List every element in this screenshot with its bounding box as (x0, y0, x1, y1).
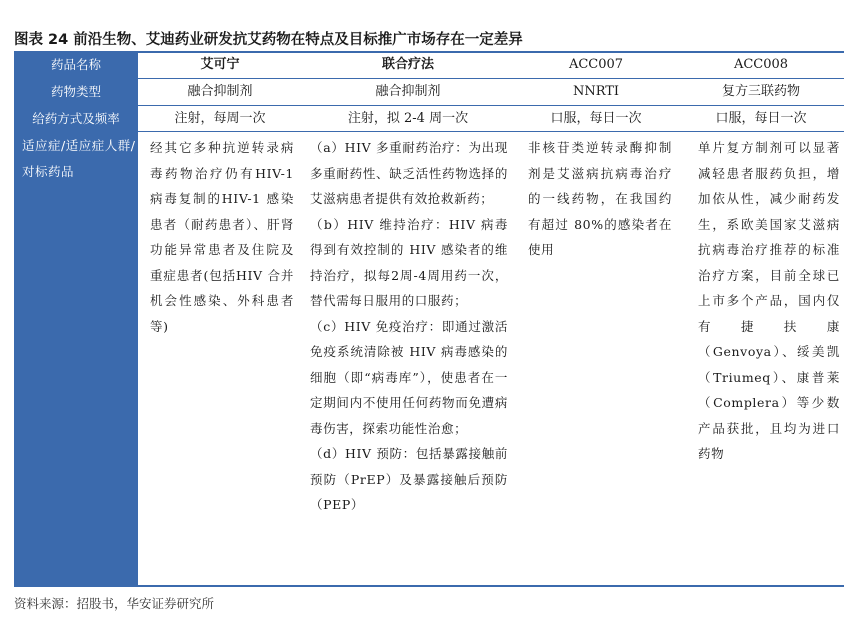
figure-title: 图表 24 前沿生物、艾迪药业研发抗艾药物在特点及目标推广市场存在一定差异 (14, 32, 523, 48)
col-header-4: ACC008 (733, 57, 789, 72)
comparison-table (14, 51, 844, 587)
indication-cell-2 (310, 135, 508, 518)
label-drug-type: 药物类型 (50, 84, 101, 99)
dosing-cell-3: 口服，每日一次 (550, 111, 642, 126)
label-indication: 适应症/适应症人群/对标药品 (22, 138, 136, 179)
col-header-2: 联合疗法 (381, 57, 434, 72)
table-bottom-rule (14, 585, 844, 587)
indication-para-b: （b）HIV 维持治疗：HIV 病毒得到有效控制的 HIV 感染者的维持治疗，拟每2周-4周用药一次，替代需每日服用的口服药； (310, 216, 508, 308)
label-drug-name: 药品名称 (50, 57, 101, 72)
dosing-cell-2: 注射，拟 2-4 周一次 (347, 111, 469, 126)
indication-para-a: （a）HIV 多重耐药治疗：为出现多重耐药性、缺乏活性药物选择的艾滋病患者提供有效抢救新药； (310, 140, 508, 206)
type-cell-4: 复方三联药物 (721, 84, 800, 99)
indication-para-c: （c）HIV 免疫治疗：即通过激活免疫系统清除被 HIV 病毒感染的细胞（即“病毒库”），使患者在一定期间内不使用任何药物而免遭病毒伤害，探索功能性治愈； (310, 318, 508, 436)
indication-cell-4: 单片复方制剂可以显著减轻患者服药负担，增加依从性，减少耐药发生，系欧美国家艾滋病抗病毒治疗推荐的标准治疗方案，目前全球已上市多个产品，国内仅有捷扶康（Genvoya）、绥美凯（Triumeq）、康普莱（Complera）等少数产品获批，且均为进口药物 (698, 140, 840, 461)
type-cell-1: 融合抑制剂 (187, 84, 253, 99)
indication-cell-1: 经其它多种抗逆转录病毒药物治疗仍有HIV-1 病毒复制的HIV-1 感染患者（耐药患者）、肝肾功能异常患者及住院及重症患者(包括HIV 合并机会性感染、外科患者等) (150, 140, 294, 334)
col-header-1: 艾可宁 (200, 57, 240, 72)
label-dosing: 给药方式及频率 (32, 111, 120, 126)
source-note: 资料来源：招股书，华安证券研究所 (14, 596, 215, 611)
dosing-cell-4: 口服，每日一次 (715, 111, 807, 126)
dosing-cell-1: 注射，每周一次 (174, 111, 266, 126)
col-header-3: ACC007 (568, 57, 624, 72)
indication-para-d: （d）HIV 预防：包括暴露接触前预防（PrEP）及暴露接触后预防（PEP） (310, 446, 508, 512)
indication-cell-3: 非核苷类逆转录酶抑制剂是艾滋病抗病毒治疗的一线药物，在我国约有超过 80%的感染者在使用 (528, 140, 672, 257)
type-cell-2: 融合抑制剂 (375, 84, 441, 99)
type-cell-3: NNRTI (572, 84, 620, 99)
